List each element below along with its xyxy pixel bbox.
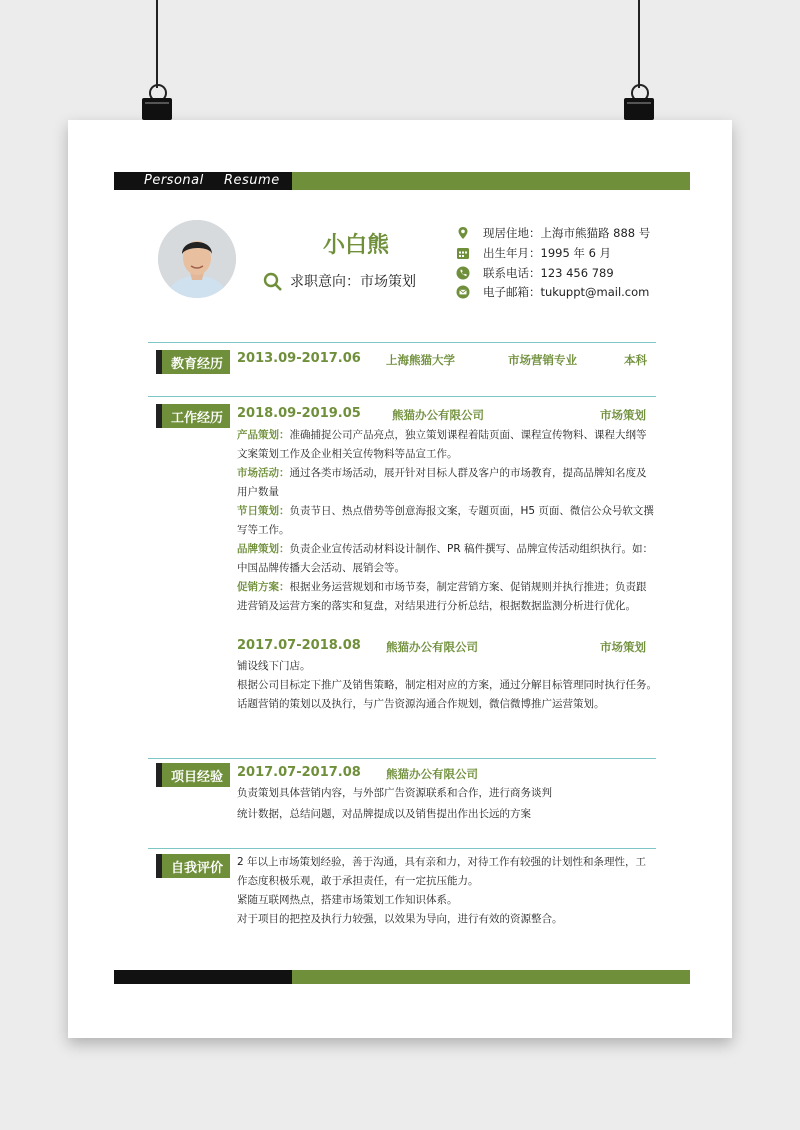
education-major: 市场营销专业 <box>508 353 577 367</box>
education-school: 上海熊猫大学 <box>386 353 455 367</box>
duty-item-cont: 文案策划工作及企业相关宣传物料等品宣工作。 <box>237 448 458 460</box>
self-evaluation: 2 年以上市场策划经验，善于沟通，具有亲和力，对待工作有较强的计划性和条理性，工 作态度积极乐观，敢于承担责任，有一定抗压能力。 紧随互联网热点，搭建市场策划工作知识体系。 对于项目的把控及执行力较强，以效果为导向，进行有效的资源整合。 <box>237 856 647 925</box>
duty-item-cont: 中国品牌传播大会活动、展销会等。 <box>237 562 405 574</box>
job2-period: 2017.07-2018.08 <box>237 638 361 653</box>
job2-position: 市场策划 <box>600 640 646 654</box>
job1-company: 熊猫办公有限公司 <box>392 408 484 422</box>
job1-period: 2018.09-2019.05 <box>237 406 361 421</box>
avatar <box>158 220 236 298</box>
job1-duties <box>237 426 657 616</box>
section-self-header: 自我评价 <box>156 854 230 878</box>
phone-icon <box>456 266 470 280</box>
education-period: 2013.09-2017.06 <box>237 351 361 366</box>
duty-item: 产品策划：准确捕捉公司产品亮点，独立策划课程着陆页面、课程宣传物料、课程大纲等 <box>237 429 647 441</box>
section-divider <box>148 342 656 343</box>
section-project-header: 项目经验 <box>156 763 230 787</box>
header-label-personal: Personal <box>144 173 204 188</box>
project-company: 熊猫办公有限公司 <box>386 767 478 781</box>
section-divider <box>148 848 656 849</box>
duty-item-cont: 写等工作。 <box>237 524 290 536</box>
job2-duties: 铺设线下门店。 根据公司目标定下推广及销售策略，制定相对应的方案，通过分解目标管理同时执行任务。 话题营销的策划以及执行，与广告资源沟通合作规划，微信微博推广运营策划。 <box>237 660 657 710</box>
duty-item: 节日策划：负责节日、热点借势等创意海报文案，专题页面，H5 页面、微信公众号软文撰 <box>237 505 654 517</box>
calendar-icon <box>456 246 470 260</box>
header-bar <box>114 172 690 190</box>
job1-position: 市场策划 <box>600 408 646 422</box>
duty-item: 促销方案：根据业务运营规划和市场节奏，制定营销方案、促销规则并执行推进；负责跟 <box>237 581 647 593</box>
duty-item-cont: 用户数量 <box>237 486 279 498</box>
section-education-header: 教育经历 <box>156 350 230 374</box>
hanging-wire-left <box>156 0 158 88</box>
duty-item-cont: 进营销及运营方案的落实和复盘，对结果进行分析总结，根据数据监测分析进行优化。 <box>237 600 636 612</box>
search-icon <box>263 272 283 292</box>
resume-sheet: Personal Resume 小白熊 求职意向：市场策划 现居住地：上海市熊猫路 888 号 出生年月：1995 年 6 月 联系电话：123 456 789 电子邮箱：tukuppt@mail.com 教育经历 2013.09-2017.06 上海熊猫大学 市场营销专业 本科 工作经历 2018.09-2019.05 熊猫办公有限公司 市场策划 产品策划：准确捕捉公司产品亮点，独立策划课程着陆页面、课程宣传物料、课程大纲等 文案策划工作及企业相关宣传物料等品宣工作。 市场活动：通过各类市场活动，展开针对目标人群及客户的市场教育，提高品牌知名度及 用户数量 节日策划：负责节日、热点借势等创意海报文案，专题页面，H5 页面、微信公众号软文撰 写等工作。 品牌策划：负责企业宣传活动材料设计制作、PR 稿件撰写、品牌宣传活动组织执行。如： 中国品牌传播大会活动、展销会等。 促销方案：根据业务运营规划和市场节奏，制定营销方案、促销规则并执行推进；负责跟 进营销及运营方案的落实和复盘，对结果进行分析总结，根据数据监测分析进行优化。 2017.07-2018.08 熊猫办公有限公司 市场策划 铺设线下门店。 根据公司目标定下推广及销售策略，制定相对应的方案，通过分解目标管理同时执行任务。 话题营销的策划以及执行，与广告资源沟通合作规划，微信微博推广运营策划。 项目经验 2017.07-2017.08 熊猫办公有限公司 负责策划具体营销内容，与外部广告资源联系和合作，进行商务谈判 统计数据，总结问题，对品牌提成以及销售提出作出长远的方案 自我评价 2 年以上市场策划经验，善于沟通，具有亲和力，对待工作有较强的计划性和条理性，工 作态度积极乐观，敢于承担责任，有一定抗压能力。 紧随互联网热点，搭建市场策划工作知识体系。 对于项目的把控及执行力较强，以效果为导向，进行有效的资源整合。 <box>68 120 732 1038</box>
section-divider <box>148 758 656 759</box>
job2-company: 熊猫办公有限公司 <box>386 640 478 654</box>
job-intent: 求职意向：市场策划 <box>290 274 416 290</box>
candidate-name: 小白熊 <box>322 233 389 258</box>
location-pin-icon <box>456 226 470 240</box>
section-work-header: 工作经历 <box>156 404 230 428</box>
project-description: 负责策划具体营销内容，与外部广告资源联系和合作，进行商务谈判 统计数据，总结问题，对品牌提成以及销售提出作出长远的方案 <box>237 787 552 820</box>
hanging-wire-right <box>638 0 640 88</box>
education-degree: 本科 <box>624 353 647 367</box>
duty-item: 品牌策划：负责企业宣传活动材料设计制作、PR 稿件撰写、品牌宣传活动组织执行。如： <box>237 543 653 555</box>
header-label-resume: Resume <box>224 173 280 188</box>
duty-item: 市场活动：通过各类市场活动，展开针对目标人群及客户的市场教育，提高品牌知名度及 <box>237 467 647 479</box>
mail-icon <box>456 285 470 299</box>
project-period: 2017.07-2017.08 <box>237 765 361 780</box>
footer-bar <box>114 970 690 984</box>
section-divider <box>148 396 656 397</box>
